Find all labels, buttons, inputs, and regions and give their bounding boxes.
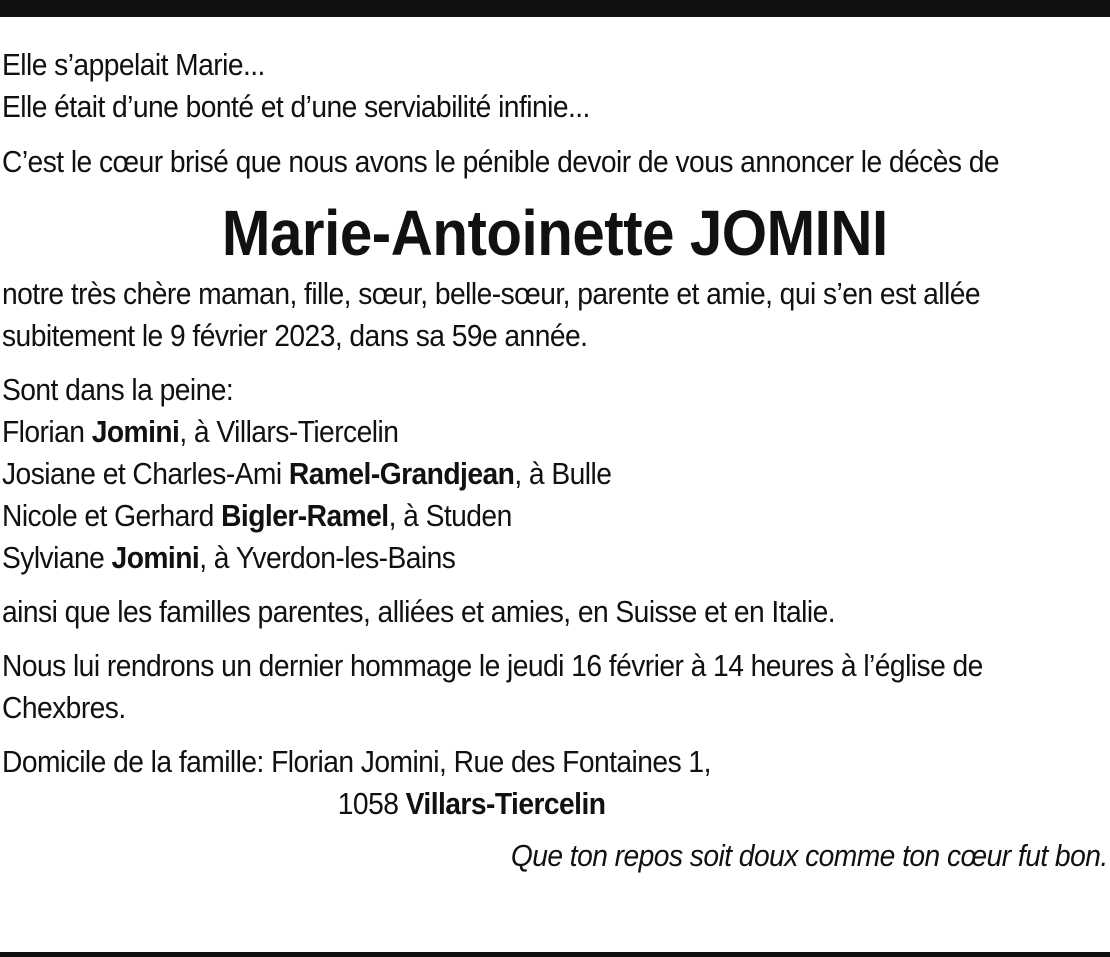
mourner-place: , à Studen	[388, 498, 512, 533]
mourner-entry	[2, 453, 1008, 495]
mourner-surname: Ramel-Grandjean	[288, 456, 515, 491]
intro-line-1: Elle s’appelait Marie...	[2, 47, 265, 82]
deceased-description: notre très chère maman, fille, sœur, belle-sœur, parente et amie, qui s’en est allée subitement le 9 février 2023, dans sa 59e année.	[2, 276, 980, 353]
deceased-name: Marie-Antoinette JOMINI	[221, 197, 888, 269]
mourner-entry	[2, 537, 1008, 579]
mourner-place: , à Villars-Tiercelin	[179, 414, 399, 449]
mourners-heading: Sont dans la peine:	[2, 372, 234, 407]
mourner-place: , à Yverdon-les-Bains	[199, 540, 456, 575]
mourner-entry	[2, 411, 1008, 453]
mourner-surname: Jomini	[111, 540, 200, 575]
domicile-city: Villars-Tiercelin	[405, 786, 606, 821]
bottom-rule	[0, 952, 1110, 957]
closing-quote: Que ton repos soit doux comme ton cœur fut bon.	[510, 838, 1108, 873]
families-text: ainsi que les familles parentes, alliées et amies, en Suisse et en Italie.	[2, 594, 836, 629]
announcement-text: C’est le cœur brisé que nous avons le pénible devoir de vous annoncer le décès de	[2, 144, 1000, 179]
mourner-first-names: Josiane et Charles-Ami	[2, 456, 289, 491]
obituary-notice	[2, 44, 1108, 877]
mourner-surname: Jomini	[91, 414, 180, 449]
domicile-postcode: 1058	[337, 786, 406, 821]
mourner-place: , à Bulle	[514, 456, 612, 491]
domicile-line: Domicile de la famille: Florian Jomini, Rue des Fontaines 1,	[2, 744, 711, 779]
mourner-first-names: Sylviane	[2, 540, 112, 575]
intro-line-2: Elle était d’une bonté et d’une serviabilité infinie...	[2, 89, 590, 124]
mourner-first-names: Florian	[2, 414, 92, 449]
top-rule	[0, 0, 1110, 17]
mourner-first-names: Nicole et Gerhard	[2, 498, 222, 533]
ceremony-text: Nous lui rendrons un dernier hommage le jeudi 16 février à 14 heures à l’église de Chexbres.	[2, 648, 983, 725]
mourners-list	[2, 369, 1008, 579]
family-domicile	[2, 741, 1008, 825]
mourner-surname: Bigler-Ramel	[221, 498, 389, 533]
domicile-city-line	[2, 783, 1008, 825]
mourner-entry	[2, 495, 1008, 537]
